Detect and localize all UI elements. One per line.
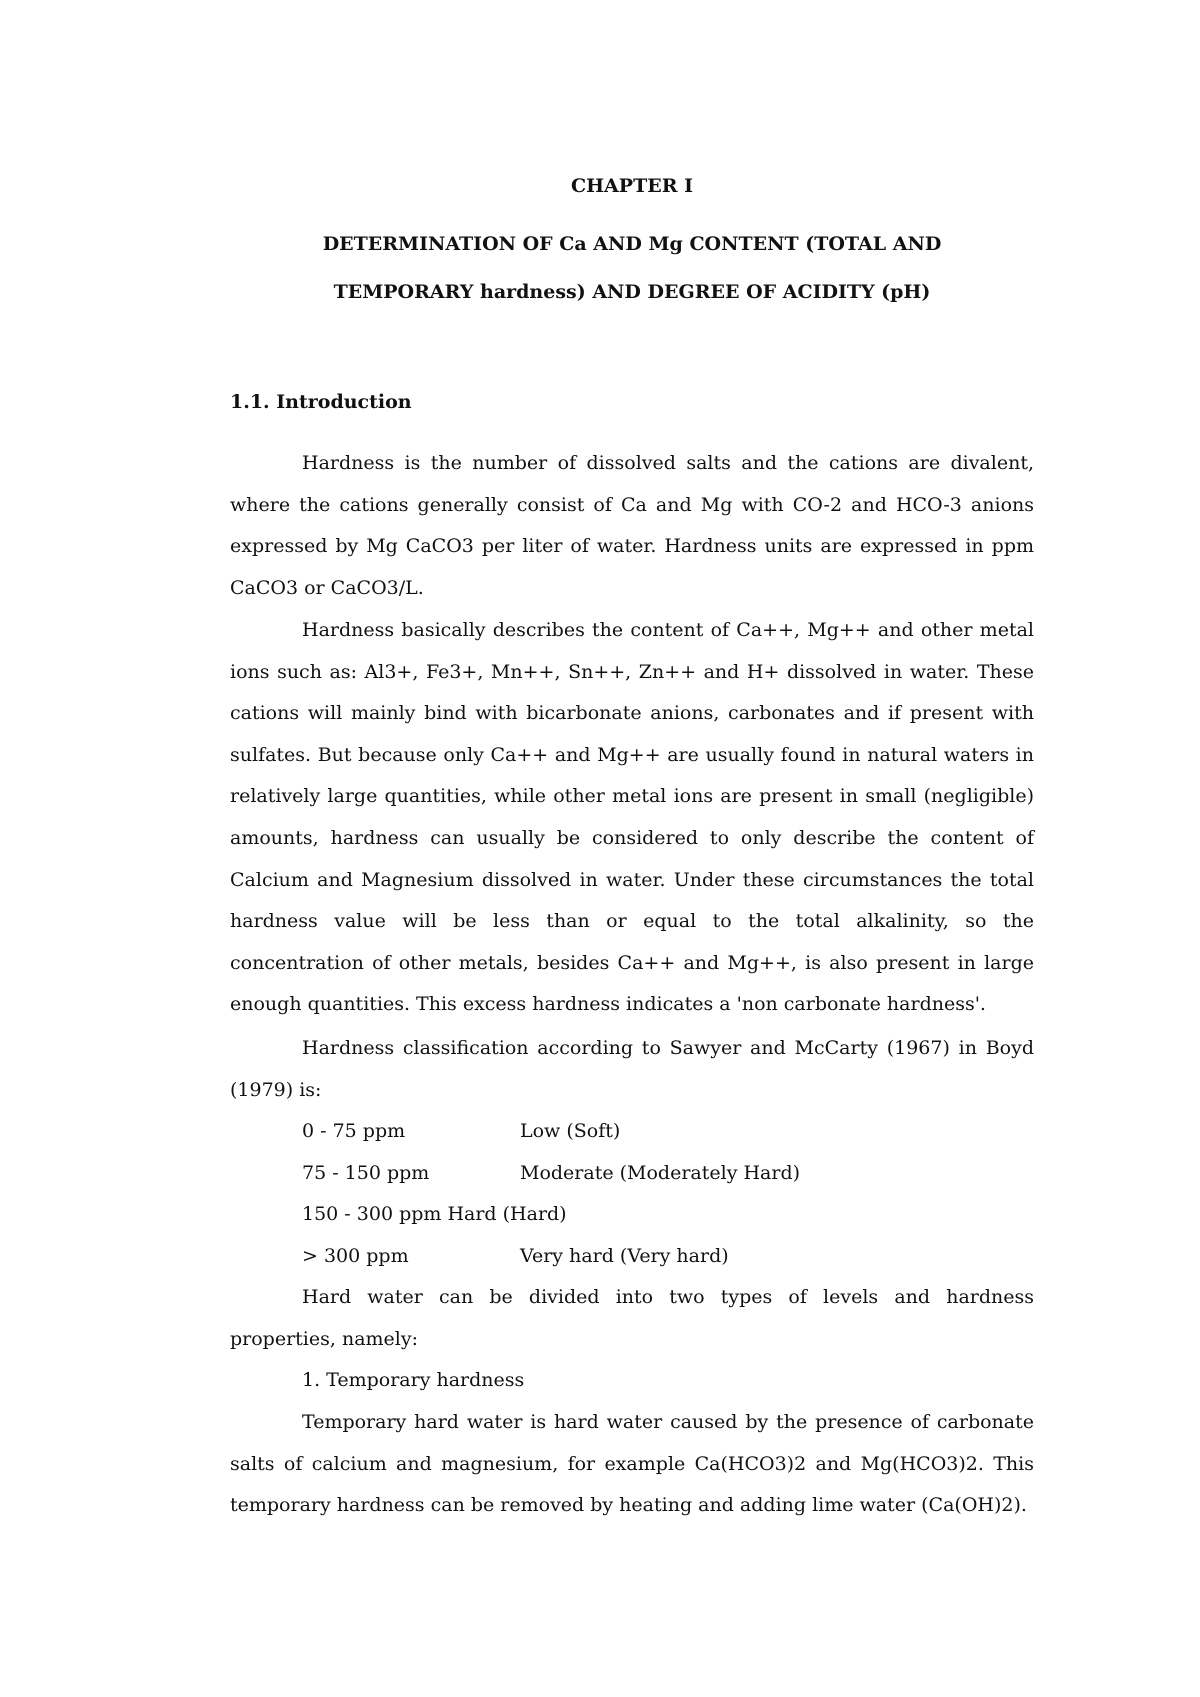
chapter-title-line-1: DETERMINATION OF Ca AND Mg CONTENT (TOTAL AND <box>322 233 942 255</box>
classification-range: 75 - 150 ppm <box>302 1161 430 1184</box>
classification-range: > 300 ppm <box>302 1244 409 1267</box>
classification-row <box>302 1236 1022 1278</box>
classification-level: Moderate (Moderately Hard) <box>520 1161 801 1184</box>
classification-level: Very hard (Very hard) <box>520 1244 729 1267</box>
section-heading: 1.1. Introduction <box>230 391 412 413</box>
paragraph-hardness-definition: Hardness is the number of dissolved salts and the cations are divalent, where the cations generally consist of Ca and Mg with CO-2 and HCO-3 anions expressed by Mg CaCO3 per liter of water. Hardness units are expressed in ppm CaCO3 or CaCO3/L. <box>230 452 1034 599</box>
classification-row <box>302 1194 1022 1236</box>
list-item-temporary-hardness: 1. Temporary hardness <box>302 1369 525 1391</box>
classification-level: Low (Soft) <box>520 1120 621 1142</box>
paragraph-hard-water-types: Hard water can be divided into two types of levels and hardness properties, namely: <box>230 1286 1034 1350</box>
hardness-classification-list <box>302 1111 1022 1277</box>
classification-range-level: 150 - 300 ppm Hard (Hard) <box>302 1203 567 1226</box>
classification-row <box>302 1111 1022 1153</box>
chapter-title-line-2: TEMPORARY hardness) AND DEGREE OF ACIDITY (pH) <box>333 281 931 303</box>
chapter-label: CHAPTER I <box>570 175 693 197</box>
paragraph-classification-intro: Hardness classification according to Sawyer and McCarty (1967) in Boyd (1979) is: <box>230 1037 1034 1101</box>
classification-row <box>302 1153 1022 1195</box>
classification-range: 0 - 75 ppm <box>302 1120 406 1142</box>
paragraph-temporary-hardness: Temporary hard water is hard water caused by the presence of carbonate salts of calcium and magnesium, for example Ca(HCO3)2 and Mg(HCO3)2. This temporary hardness can be removed by heating and adding lime water (Ca(OH)2). <box>230 1411 1034 1517</box>
paragraph-hardness-ions: Hardness basically describes the content of Ca++, Mg++ and other metal ions such as: Al3+, Fe3+, Mn++, Sn++, Zn++ and H+ dissolved in water. These cations will mainly bind with bicarbonate anions, carbonates and if present with sulfates. But because only Ca++ and Mg++ are usually found in natural waters in relatively large quantities, while other metal ions are present in small (negligible) amounts, hardness can usually be considered to only describe the content of Calcium and Magnesium dissolved in water. Under these circumstances the total hardness value will be less than or equal to the total alkalinity, so the concentration of other metals, besides Ca++ and Mg++, is also present in large enough quantities. This excess hardness indicates a 'non carbonate hardness'. <box>230 619 1034 1016</box>
